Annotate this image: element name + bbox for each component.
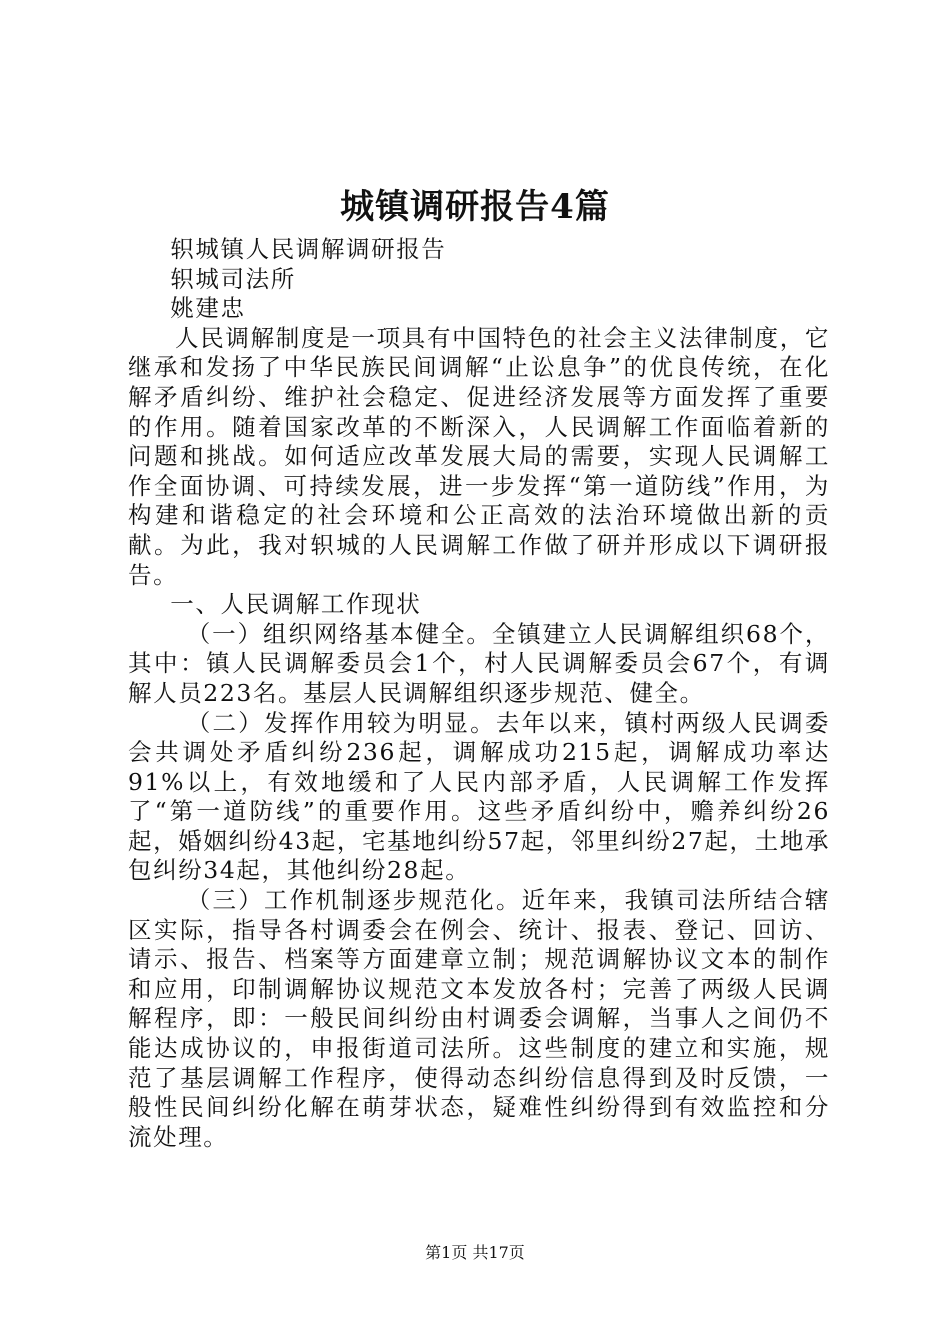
document-title: 城镇调研报告4篇 [340, 187, 610, 227]
page-footer: 第1页 共17页 [425, 1243, 525, 1262]
paragraph-organization-network: （一）组织网络基本健全。全镇建立人民调解组织68个，其中：镇人民调解委员会1个，村人民调解委员会67个，有调解人员223名。基层人民调解组织逐步规范、健全。 [128, 619, 830, 707]
intro-paragraph: 人民调解制度是一项具有中国特色的社会主义法律制度，它继承和发扬了中华民族民间调解“止讼息争”的优良传统，在化解矛盾纠纷、维护社会稳定、促进经济发展等方面发挥了重要的作用。随着国家改革的不断深入，人民调解工作面临着新的问题和挑战。如何适应改革发展大局的需要，实现人民调解工作全面协调、可持续发展，进一步发挥“第一道防线”作用，为构建和谐稳定的社会环境和公正高效的法治环境做出新的贡献。为此，我对轵城的人民调解工作做了研并形成以下调研报告。 [128, 323, 830, 589]
document-body [128, 235, 830, 1152]
paragraph-mechanism: （三）工作机制逐步规范化。近年来，我镇司法所结合辖区实际，指导各村调委会在例会、统计、报表、登记、回访、请示、报告、档案等方面建章立制；规范调解协议文本的制作和应用，印制调解协议规范文本发放各村；完善了两级人民调解程序，即：一般民间纠纷由村调委会调解，当事人之间仍不能达成协议的，申报街道司法所。这些制度的建立和实施，规范了基层调解工作程序，使得动态纠纷信息得到及时反馈，一般性民间纠纷化解在萌芽状态，疑难性纠纷得到有效监控和分流处理。 [128, 886, 830, 1151]
author-organization: 轵城司法所 [170, 264, 296, 293]
report-subtitle: 轵城镇人民调解调研报告 [170, 235, 447, 263]
paragraph-role: （二）发挥作用较为明显。去年以来，镇村两级人民调委会共调处矛盾纠纷236起，调解成功215起，调解成功率达91%以上，有效地缓和了人民内部矛盾，人民调解工作发挥了“第一道防线”的重要作用。这些矛盾纠纷中，赡养纠纷26起，婚姻纠纷43起，宅基地纠纷57起，邻里纠纷27起，土地承包纠纷34起，其他纠纷28起。 [128, 708, 830, 885]
author-name: 姚建忠 [170, 294, 246, 323]
section-heading-1: 一、人民调解工作现状 [170, 590, 422, 619]
